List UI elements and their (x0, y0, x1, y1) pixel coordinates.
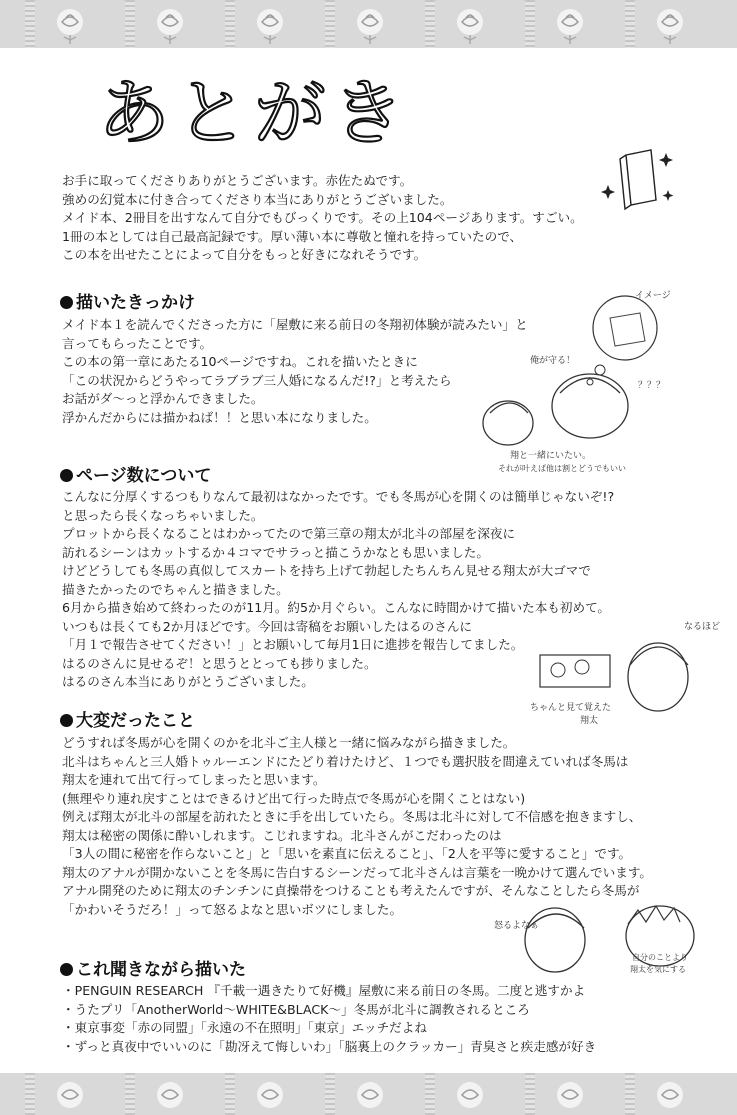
sketch-note: イメージ (635, 291, 671, 301)
music-item: ・うたプリ「AnotherWorld～WHITE&BLACK～」冬馬が北斗に調教されるところ (62, 1001, 530, 1017)
sketch-note: ちゃんと見て覚えた (530, 703, 612, 713)
intro-line: この本を出せたことによって自分をもっと好きになれそうです。 (62, 247, 427, 262)
bullet-icon (60, 296, 73, 309)
section-line: 浮かんだからには描かねば！！と思い本になりました。 (62, 409, 377, 425)
section-line: 北斗はちゃんと三人婚トゥルーエンドにたどり着けたけど、１つでも選択肢を間違えていれば冬馬は (62, 753, 629, 769)
bullet-icon (60, 714, 73, 727)
intro-line: 1冊の本としては自己最高記録です。厚い薄い本に尊敬と憧れを持っていたので、 (62, 228, 523, 244)
rose-icon (348, 2, 392, 46)
sketch-note: それが叶えば他は割とどうでもいい (498, 464, 626, 473)
page-title (90, 58, 450, 158)
section-line: 例えば翔太が北斗の部屋を訪れたときに手を出していたら。冬馬は北斗に対して不信感を抱きますし、 (62, 809, 642, 824)
rose-icon (48, 1075, 92, 1115)
section-line: 描きたかったのでちゃんと描きました。 (62, 581, 289, 597)
section-line: はるのさんに見せるぞ！と思うととっても捗りました。 (62, 655, 377, 671)
section-line: アナル開発のために翔太のチンチンに貞操帯をつけることも考えたんですが、そんなことしたら冬馬が (62, 883, 640, 898)
sketch-note: 俺が守る！ (530, 356, 576, 366)
section-line: どうすれば冬馬が心を開くのかを北斗ご主人様と一緒に悩みながら描きました。 (62, 735, 516, 750)
rose-icon (448, 2, 492, 46)
section-line: この本の第一章にあたる10ページですね。これを描いたときに (62, 354, 418, 369)
rose-icon (648, 1075, 692, 1115)
section-line: お話がダ～っと浮かんできました。 (62, 391, 264, 406)
section-heading: ページ数について (60, 465, 211, 487)
title-text: あとがき (98, 71, 411, 155)
bullet-icon (60, 963, 73, 976)
rose-icon (548, 1075, 592, 1115)
section-line: メイド本１を読んでくださった方に「屋敷に来る前日の冬翔初体験が読みたい」と (62, 317, 528, 332)
rose-icon (448, 1075, 492, 1115)
rose-icon (248, 1075, 292, 1115)
sketch-note: 怒るよなぁ (494, 921, 540, 931)
section-heading: これ聞きながら描いた (60, 959, 246, 981)
bullet-icon (60, 469, 73, 482)
sketch-note: ？？？ (638, 381, 666, 391)
top-pattern-band (0, 0, 737, 48)
section-heading: 大変だったこと (60, 710, 195, 732)
music-item: ・ずっと真夜中でいいのに「勘冴えて悔しいわ」「脳裏上のクラッカー」青臭さと疾走感が好き (62, 1038, 597, 1054)
sketch-note: 翔太 (580, 716, 599, 726)
section-line: 「月１で報告させてください！」とお願いして毎月1日に進捗を報告してました。 (62, 637, 524, 652)
section-line: 翔太は秘密の関係に酔いしれます。こじれますね。北斗さんがこだわったのは (62, 827, 502, 843)
rose-icon (48, 2, 92, 46)
section-heading: 描いたきっかけ (60, 292, 195, 314)
intro-line: お手に取ってくださりありがとうございます。赤佐たぬです。 (62, 173, 413, 188)
rose-icon (248, 2, 292, 46)
section-line: けどどうしても冬馬の真似してスカートを持ち上げて勃起したちんちん見せる翔太が大ゴマで (62, 563, 591, 578)
intro-line: 強めの幻覚本に付き合ってくださり本当にありがとうございました。 (62, 191, 453, 207)
section-line: 6月から描き始めて終わったのが11月。約5か月ぐらい。こんなに時間かけて描いた本も初めて。 (62, 600, 611, 615)
sketch-note: 自分のことより (632, 953, 688, 962)
section-line: 言ってもらったことです。 (62, 335, 213, 351)
section-line: いつもは長くても2か月ほどです。今回は寄稿をお願いしたはるのさんに (62, 618, 473, 634)
bottom-pattern-band (0, 1073, 737, 1115)
rose-icon (148, 1075, 192, 1115)
rose-icon (348, 1075, 392, 1115)
section-line: こんなに分厚くするつもりなんて最初はなかったです。でも冬馬が心を開くのは簡単じゃないぞ!? (62, 489, 615, 504)
section-line: はるのさん本当にありがとうございました。 (62, 674, 314, 689)
sketch-note: なるほど (684, 622, 720, 632)
section-line: 「この状況からどうやってラブラブ三人婚になるんだ!?」と考えたら (62, 372, 452, 388)
section-line: 「かわいそうだろ！」って怒るよなと思いボツにしました。 (62, 901, 403, 917)
intro-line: メイド本、2冊目を出すなんて自分でもびっくりです。その上104ページあります。すごい。 (62, 210, 583, 225)
section-line: 訪れるシーンはカットするか４コマでサラっと描こうかなとも思いました。 (62, 544, 489, 560)
rose-icon (148, 2, 192, 46)
section-line: プロットから長くなることはわかってたので第三章の翔太が北斗の部屋を深夜に (62, 526, 516, 541)
section-line: 翔太のアナルが開かないことを冬馬に告白するシーンだって北斗さんは言葉を一晩かけて選んでいます。 (62, 864, 653, 880)
section-line: と思ったら長くなっちゃいました。 (62, 507, 264, 523)
sketch-note: 翔太を気にする (630, 965, 686, 974)
section-line: 「3人の間に秘密を作らないこと」と「思いを素直に伝えること」、「2人を平等に愛すること」です。 (62, 846, 632, 861)
section-line: 翔太を連れて出て行ってしまったと思います。 (62, 772, 326, 787)
character-sketch-2 (520, 615, 720, 730)
character-sketch-3 (490, 898, 720, 980)
section-line: (無理やり連れ戻すことはできるけど出て行った時点で冬馬が心を開くことはない) (62, 790, 526, 806)
character-sketch-1 (450, 288, 720, 478)
rose-icon (648, 2, 692, 46)
music-item: ・東京事変「赤の同盟」「永遠の不在照明」「東京」エッチだよね (62, 1020, 427, 1035)
sketch-note: 翔と一緒にいたい。 (510, 451, 592, 461)
music-item: ・PENGUIN RESEARCH 『千載一遇きたりて好機』屋敷に来る前日の冬馬。二度と逃すかよ (62, 983, 586, 998)
rose-icon (548, 2, 592, 46)
book-sketch-icon (596, 145, 686, 215)
